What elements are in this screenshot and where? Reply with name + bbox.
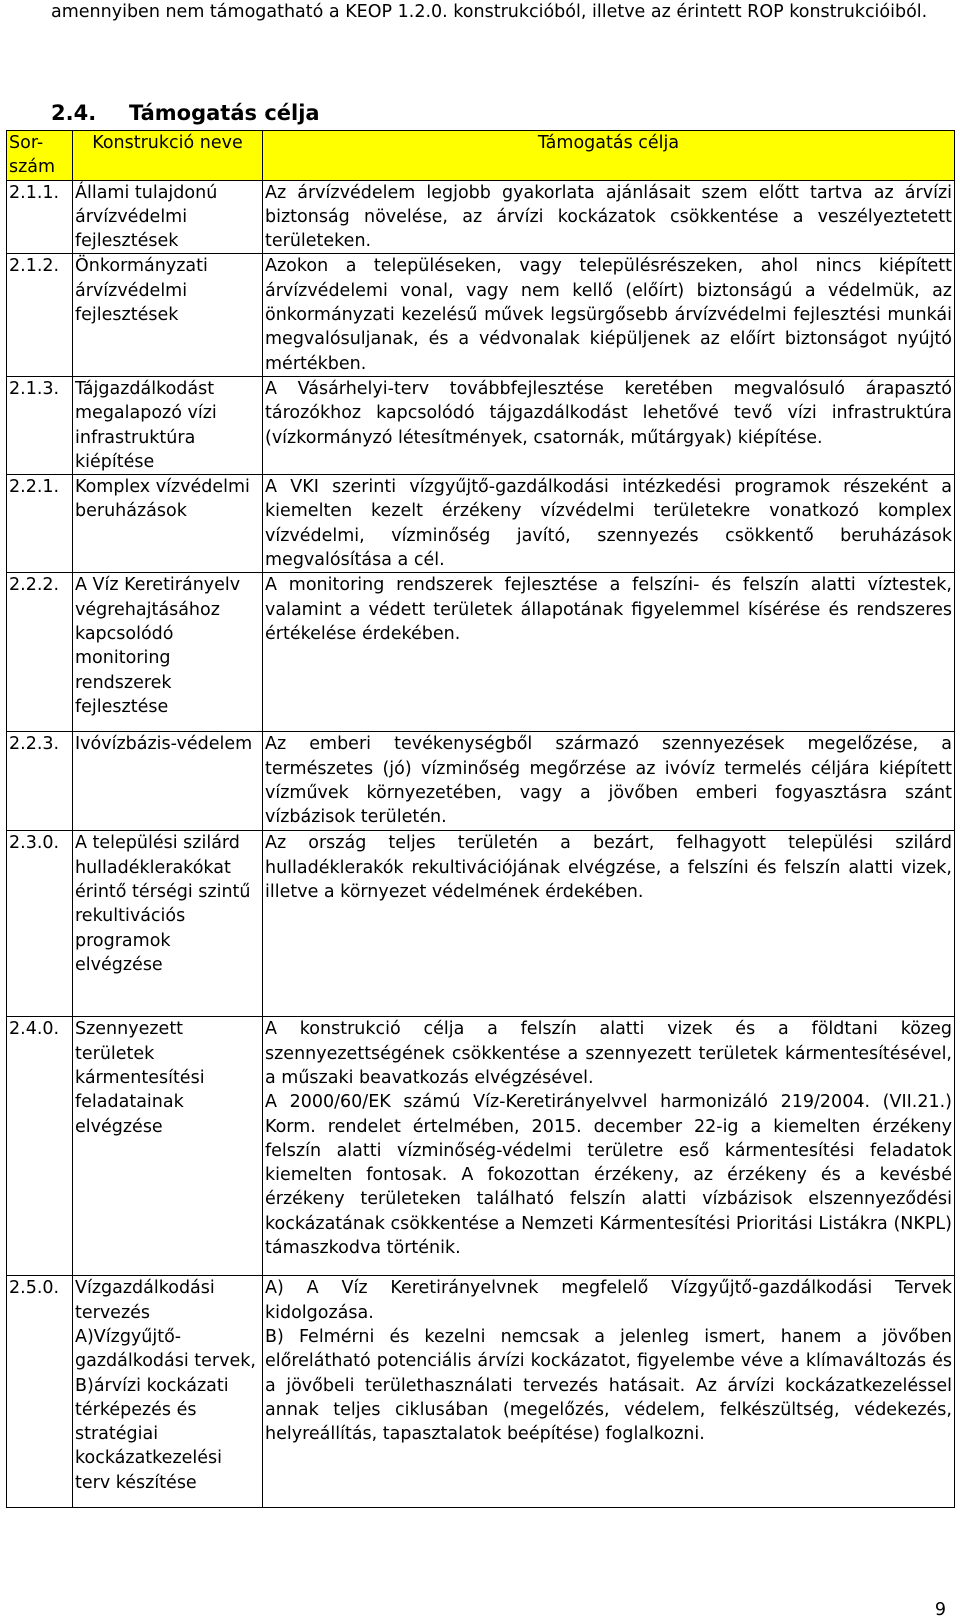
row-number: 2.3.0. (7, 831, 73, 1017)
table-row (7, 1276, 955, 1508)
goal-paragraph: A Vásárhelyi-terv továbbfejlesztése keretében megvalósuló árapasztó tározókhoz kapcsolódó tájgazdálkodást lehetővé tevő vízi infrastruktúra (vízkormányzó létesítmények, csatornák, műtárgyak) kiépítése. (265, 378, 952, 448)
header-number: Sor-szám (7, 131, 73, 181)
header-construction-name: Konstrukció neve (73, 131, 263, 181)
goal-paragraph: B) Felmérni és kezelni nemcsak a jelenleg ismert, hanem a jövőben előrelátható potenciális árvízi kockázatot, figyelembe véve a klímaváltozás és a jövőbeli területhasználati tervezés hatásait. Az árvízi kockázatkezeléssel annak teljes ciklusában (megelőzés, védelem, felkészültség, védekezés, helyreállítás, tapasztalatok beépítése) foglalkozni. (265, 1326, 952, 1445)
row-number: 2.1.2. (7, 254, 73, 376)
intro-paragraph: amennyiben nem támogatható a KEOP 1.2.0. konstrukcióból, illetve az érintett ROP konstrukcióiból. (51, 2, 928, 22)
goal-paragraph: Az ország teljes területén a bezárt, felhagyott települési szilárd hulladéklerakók rekultivációjának elvégzése, a felszíni és felszín alatti vizek, illetve a környezet védelmének érdekében. (265, 833, 952, 902)
table-header-row (7, 131, 955, 181)
construction-name: Tájgazdálkodást megalapozó vízi infrastruktúra kiépítése (73, 376, 263, 474)
construction-name: Ivóvízbázis-védelem (73, 732, 263, 831)
goal-paragraph: A VKI szerinti vízgyűjtő-gazdálkodási intézkedési programok részeként a kiemelten kezelt érzékeny vízvédelmi területekre vonatkozó komplex vízvédelmi, vízminőség javító, szennyezés csökkentő beruházások megvalósítása a cél. (265, 477, 952, 571)
construction-name: A Víz Keretirányelv végrehajtásához kapcsolódó monitoring rendszerek fejlesztése (73, 573, 263, 732)
table-row (7, 376, 955, 474)
goal-paragraph: A monitoring rendszerek fejlesztése a felszíni- és felszín alatti víztestek, valamint a védett területek állapotának figyelemmel kísérése és rendszeres értékelése érdekében. (265, 575, 952, 644)
table-row (7, 475, 955, 573)
table-row (7, 254, 955, 376)
support-goal (263, 254, 955, 376)
row-number: 2.2.3. (7, 732, 73, 831)
construction-name: Állami tulajdonú árvízvédelmi fejlesztések (73, 180, 263, 254)
goal-paragraph: A 2000/60/EK számú Víz-Keretirányelvvel harmonizáló 219/2004. (VII.21.) Korm. rendelet értelmében, 2015. december 22-ig a kiemelten érzékeny felszín alatti vízminőség-védelmi területre eső kármentesítési feladatok kiemelten fontosak. A fokozottan érzékeny, az érzékeny és a kevésbé érzékeny területeken található felszín alatti vízbázisok elszennyeződési kockázatának csökkentése a Nemzeti Kármentesítési Prioritási Listákra (NKPL) támaszkodva történik. (265, 1092, 952, 1259)
table-row (7, 831, 955, 1017)
support-goal (263, 831, 955, 1017)
goal-paragraph: A konstrukció célja a felszín alatti vizek és a földtani közeg szennyezettségének csökkentése a szennyezett területek kármentesítésével, a műszaki beavatkozás elvégzésével. (265, 1019, 952, 1088)
table-row (7, 573, 955, 732)
row-number: 2.2.2. (7, 573, 73, 732)
support-goal (263, 573, 955, 732)
row-number: 2.1.3. (7, 376, 73, 474)
row-number: 2.2.1. (7, 475, 73, 573)
support-goal (263, 180, 955, 254)
construction-name: Önkormányzati árvízvédelmi fejlesztések (73, 254, 263, 376)
row-number: 2.4.0. (7, 1017, 73, 1276)
construction-name: Vízgazdálkodási tervezés A)Vízgyűjtő-gazdálkodási tervek, B)árvízi kockázati térképezés és stratégiai kockázatkezelési terv készítése (73, 1276, 263, 1508)
support-goal (263, 1017, 955, 1276)
construction-name: A települési szilárd hulladéklerakókat érintő térségi szintű rekultivációs programok elvégzése (73, 831, 263, 1017)
section-number: 2.4. (51, 101, 97, 125)
goal-paragraph: Azokon a településeken, vagy településrészeken, ahol nincs kiépített árvízvédelemi vonal, vagy nem kellő (előírt) biztonságú a védelmük, az önkormányzati kezelésű művek legsürgősebb árvízvédelmi fejlesztési munkái megvalósuljanak, és a védvonalak kiépüljenek az előírt biztonságot nyújtó mértékben. (265, 256, 952, 374)
table-row (7, 1017, 955, 1276)
section-title: Támogatás célja (129, 101, 320, 125)
construction-name: Komplex vízvédelmi beruházások (73, 475, 263, 573)
row-number: 2.1.1. (7, 180, 73, 254)
table-row (7, 180, 955, 254)
table-row (7, 732, 955, 831)
section-heading (51, 100, 320, 126)
support-goal (263, 1276, 955, 1508)
support-goal (263, 732, 955, 831)
construction-name: Szennyezett területek kármentesítési feladatainak elvégzése (73, 1017, 263, 1276)
row-number: 2.5.0. (7, 1276, 73, 1508)
support-goal (263, 475, 955, 573)
goal-paragraph: Az árvízvédelem legjobb gyakorlata ajánlásait szem előtt tartva az árvízi biztonság növelése, az árvízi kockázatok csökkentése a veszélyeztetett területeken. (265, 182, 952, 252)
goal-paragraph: A) A Víz Keretirányelvnek megfelelő Vízgyűjtő-gazdálkodási Tervek kidolgozása. (265, 1278, 952, 1323)
page-number: 9 (934, 1600, 946, 1620)
support-goal (263, 376, 955, 474)
goal-paragraph: Az emberi tevékenységből származó szennyezések megelőzése, a természetes (jó) vízminőség megőrzése az ivóvíz termelés céljára kiépített vízművek környezetében, vagy a jövőben emberi fogyasztásra szánt vízbázisok területén. (265, 734, 952, 828)
header-support-goal: Támogatás célja (263, 131, 955, 181)
support-goals-table (6, 130, 955, 1508)
